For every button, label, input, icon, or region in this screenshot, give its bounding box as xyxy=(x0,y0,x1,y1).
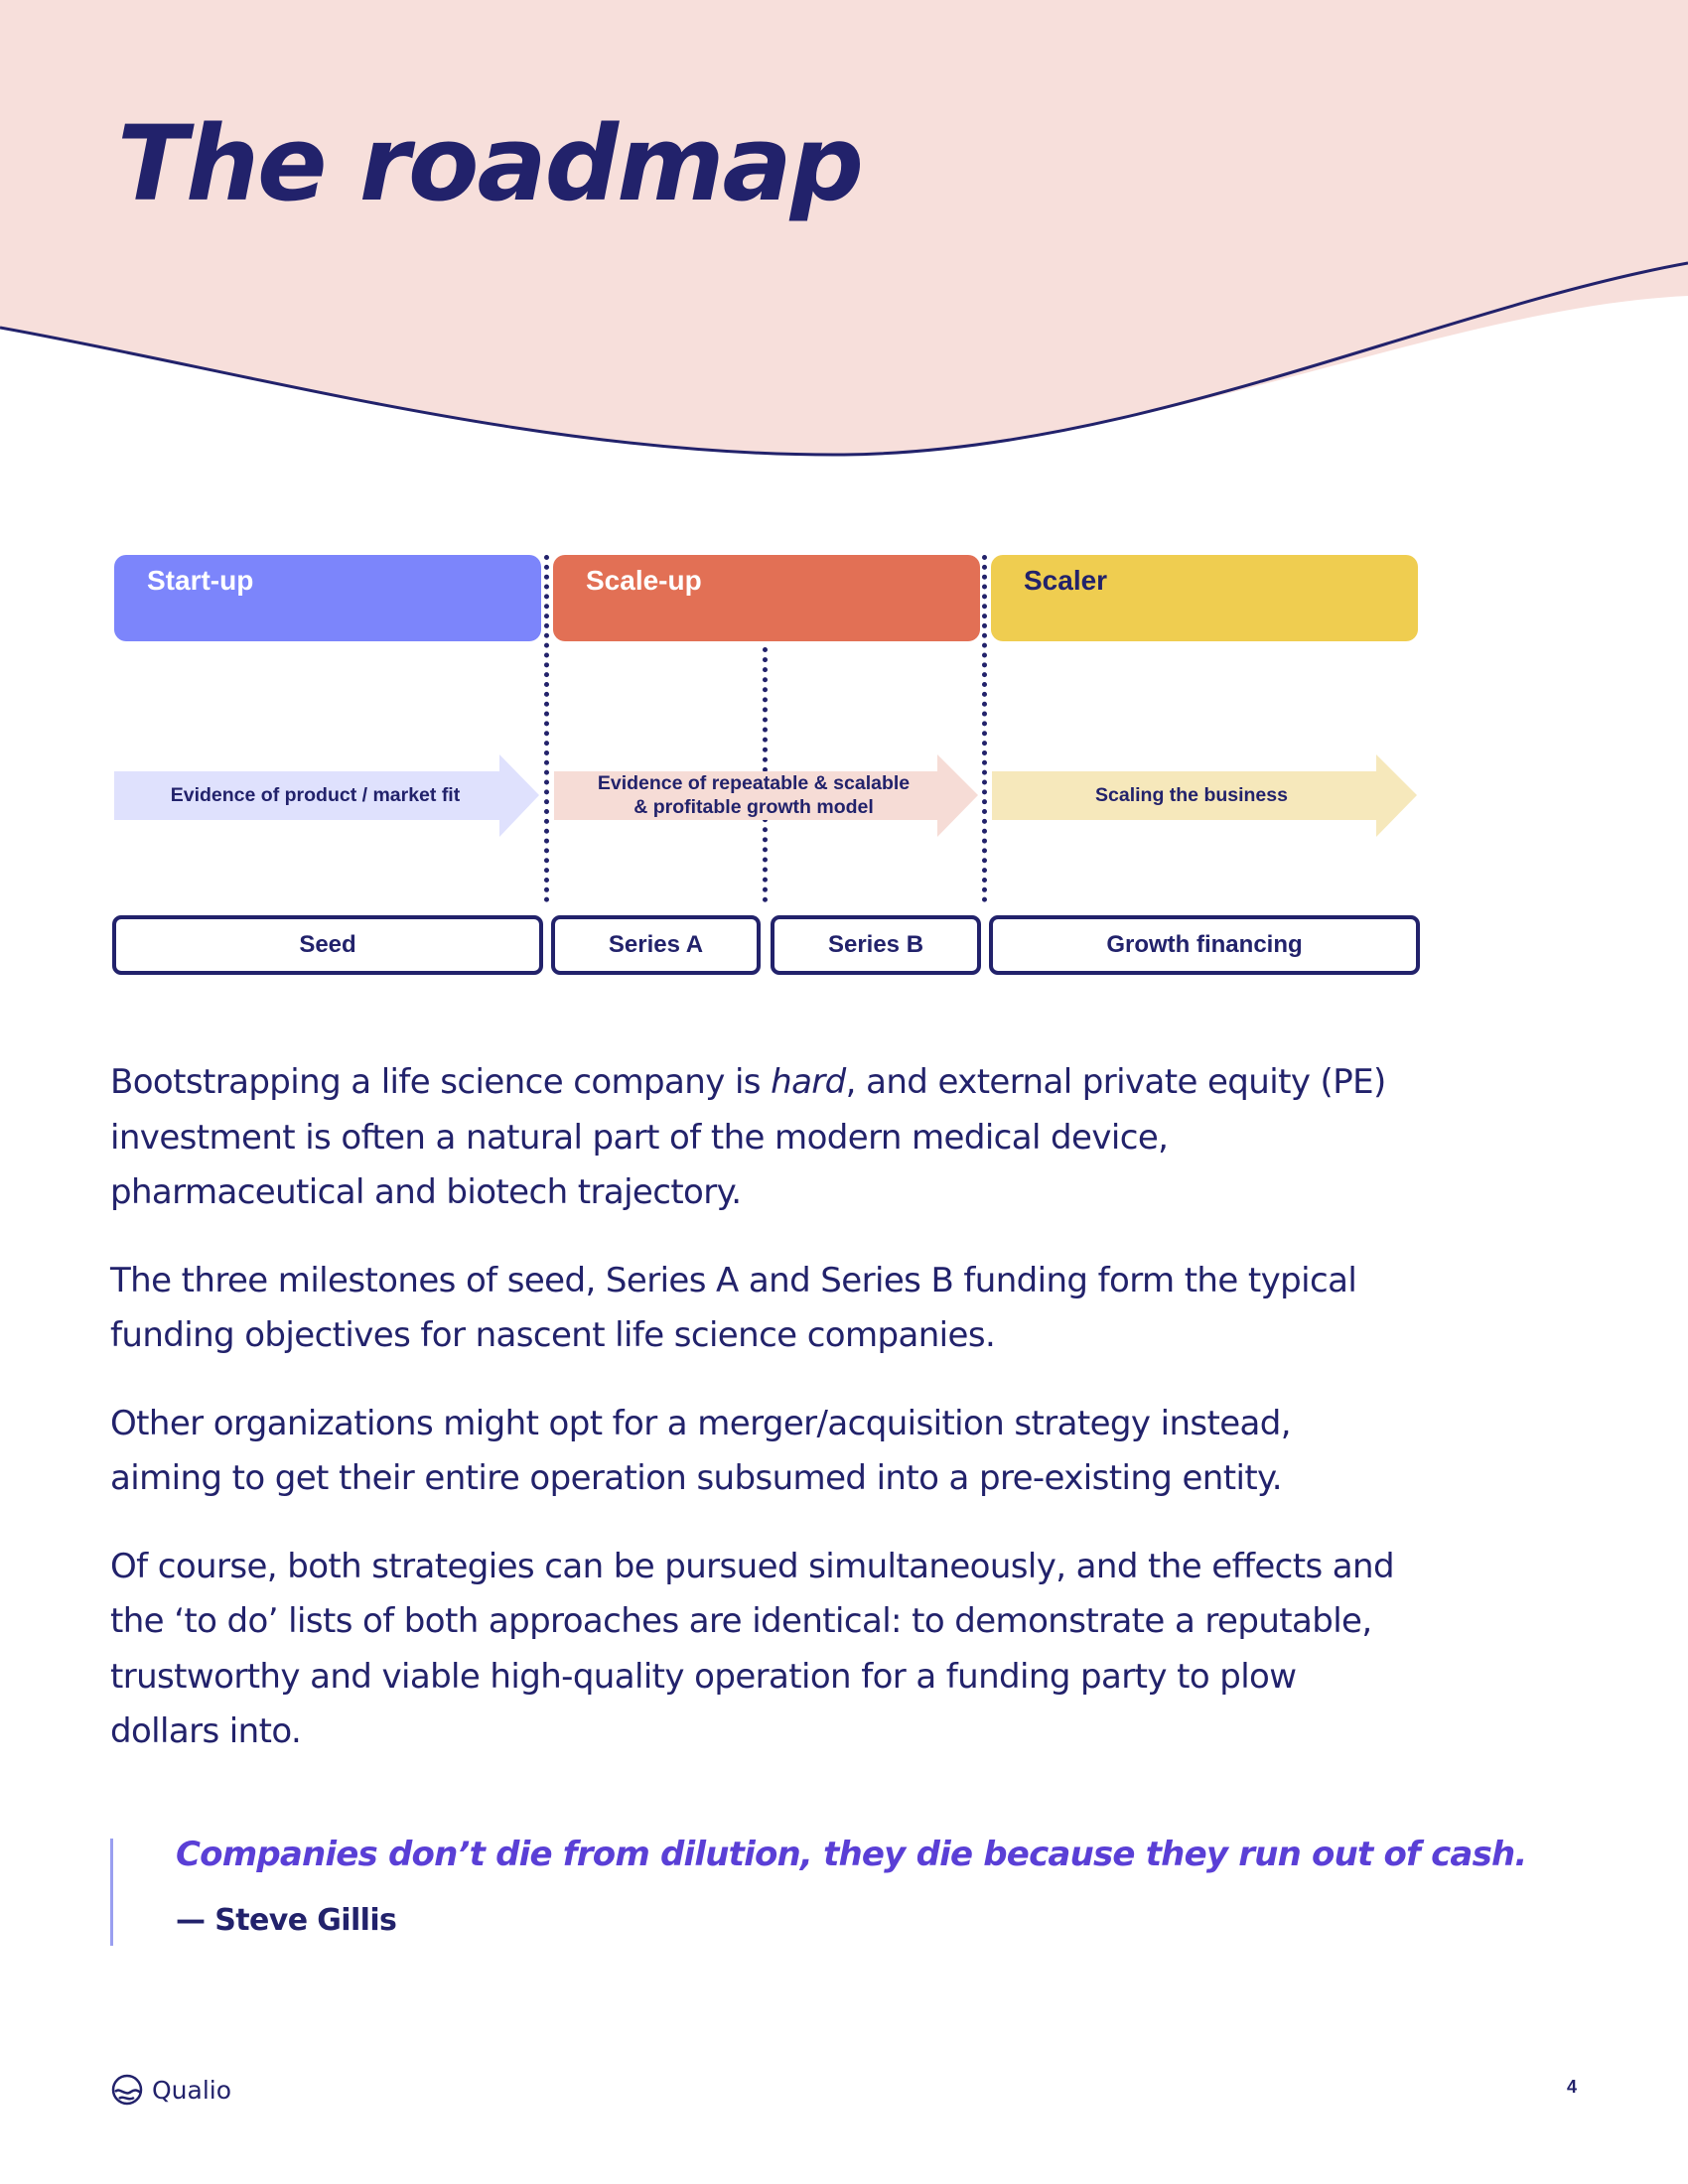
divider-scaleup-scaler xyxy=(982,555,987,902)
paragraph-1-emphasis: hard xyxy=(771,1062,846,1102)
pull-quote: Companies don’t die from dilution, they die because they run out of cash. xyxy=(176,1835,1527,1874)
round-growth-financing: Growth financing xyxy=(989,915,1420,975)
paragraph-2: The three milestones of seed, Series A and Series B funding form the typical funding objectives for nascent life science companies. xyxy=(110,1260,1357,1355)
round-series-b: Series B xyxy=(771,915,981,975)
header-wave-background xyxy=(0,0,1688,467)
paragraph-3: Other organizations might opt for a merger/acquisition strategy instead, aiming to get their entire operation subsumed into a pre-existing entity. xyxy=(110,1403,1291,1498)
round-series-a: Series A xyxy=(551,915,761,975)
paragraph-4: Of course, both strategies can be pursued simultaneously, and the effects and the ‘to do’ lists of both approaches are identical: to demonstrate a reputable, trustworthy and viable high-quality operation for a funding party to plow dollars into. xyxy=(110,1546,1394,1751)
paragraph-1-start: Bootstrapping a life science company is xyxy=(110,1062,772,1102)
round-seed: Seed xyxy=(112,915,543,975)
paragraph-1 xyxy=(110,1055,1401,1221)
arrow-label-growth-model-line1: Evidence of repeatable & scalable xyxy=(597,772,911,794)
arrow-label-product-market-fit: Evidence of product / market fit xyxy=(170,784,461,806)
page-title: The roadmap xyxy=(117,103,863,224)
arrow-label-scaling-business: Scaling the business xyxy=(1095,784,1288,806)
footer-logo xyxy=(110,2073,231,2107)
qualio-logo-icon xyxy=(110,2073,144,2107)
paragraph-1-end: , and external private equity (PE) investment is often a natural part of the modern medical device, pharmaceutical and biotech trajectory. xyxy=(110,1062,1386,1212)
quote-bar xyxy=(110,1839,113,1946)
stage-scaleup: Scale-up xyxy=(553,555,980,641)
stage-scaler: Scaler xyxy=(991,555,1418,641)
quote-author: — Steve Gillis xyxy=(176,1903,397,1938)
stage-startup: Start-up xyxy=(114,555,541,641)
divider-startup-scaleup xyxy=(544,555,549,902)
arrow-label-growth-model-line2: & profitable growth model xyxy=(633,796,874,818)
page-number: 4 xyxy=(1566,2077,1577,2097)
body-text xyxy=(110,1055,1401,1793)
brand-name: Qualio xyxy=(152,2075,232,2105)
